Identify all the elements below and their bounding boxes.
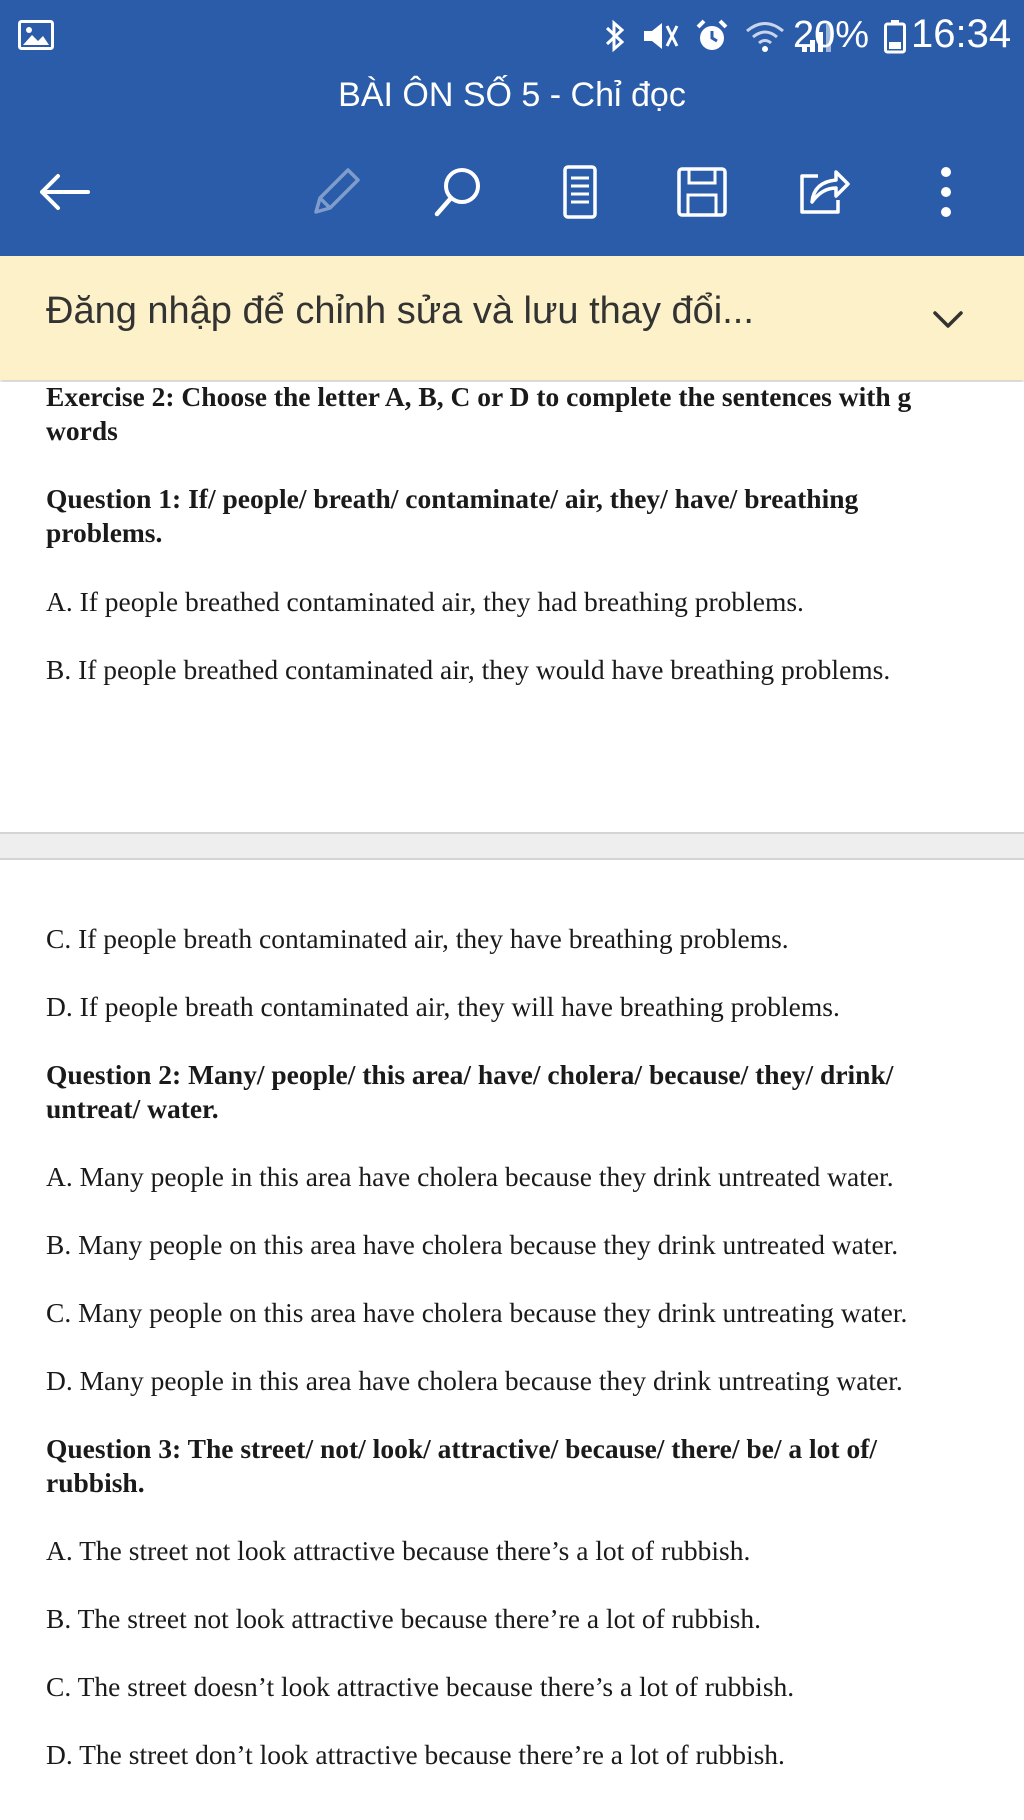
save-button[interactable] (670, 160, 734, 224)
question-2-option-b: B. Many people on this area have cholera because they drink untreated water. (46, 1229, 899, 1260)
more-options-button[interactable] (914, 160, 978, 224)
toolbar (0, 150, 1024, 230)
alarm-icon (694, 18, 730, 54)
question-2-prompt-line-2: untreat/ water. (46, 1093, 219, 1124)
status-time: 16:34 (911, 12, 1012, 56)
banner-message: Đăng nhập để chỉnh sửa và lưu thay đổi... (46, 290, 754, 332)
question-3-prompt-line-2: rubbish. (46, 1467, 145, 1498)
status-bar (0, 0, 1024, 76)
sign-in-banner[interactable] (0, 256, 1024, 380)
document-title: BÀI ÔN SỐ 5 - Chỉ đọc (338, 76, 686, 114)
back-button[interactable] (32, 160, 96, 224)
back-arrow-icon (36, 172, 92, 212)
mute-icon (640, 18, 680, 54)
edit-button[interactable] (304, 160, 368, 224)
reading-view-icon (560, 164, 600, 220)
question-1-option-b: B. If people breathed contaminated air, they would have breathing problems. (46, 654, 891, 685)
wifi-icon (744, 18, 786, 54)
question-3-option-c: C. The street doesn’t look attractive because there’s a lot of rubbish. (46, 1671, 795, 1702)
search-button[interactable] (426, 160, 490, 224)
search-icon (430, 164, 486, 220)
page-divider (0, 832, 1024, 860)
question-3-option-b: B. The street not look attractive because there’re a lot of rubbish. (46, 1603, 761, 1634)
share-icon (794, 164, 850, 220)
question-1-prompt-line-2: problems. (46, 517, 163, 548)
question-2-option-d: D. Many people in this area have cholera because they drink untreating water. (46, 1365, 903, 1396)
save-icon (674, 164, 730, 220)
more-icon (938, 164, 954, 220)
share-button[interactable] (790, 160, 854, 224)
bluetooth-icon (604, 18, 626, 54)
chevron-down-icon[interactable] (928, 300, 968, 340)
gallery-notification-icon (18, 20, 54, 50)
pencil-icon (308, 164, 364, 220)
question-1-option-a: A. If people breathed contaminated air, they had breathing problems. (46, 586, 804, 617)
document-page-2 (0, 860, 1024, 1820)
question-2-prompt-line-1: Question 2: Many/ people/ this area/ have/ cholera/ because/ they/ drink/ (46, 1059, 894, 1090)
reading-view-button[interactable] (548, 160, 612, 224)
question-3-option-d: D. The street don’t look attractive because there’re a lot of rubbish. (46, 1739, 785, 1770)
exercise-heading-line-1: Exercise 2: Choose the letter A, B, C or D to complete the sentences with g (46, 381, 912, 412)
question-1-option-d: D. If people breath contaminated air, they will have breathing problems. (46, 991, 840, 1022)
question-1-prompt-line-1: Question 1: If/ people/ breath/ contaminate/ air, they/ have/ breathing (46, 483, 859, 514)
question-3-option-a: A. The street not look attractive because there’s a lot of rubbish. (46, 1535, 751, 1566)
battery-percentage: 20% (793, 14, 870, 56)
app-header (0, 0, 1024, 256)
question-2-option-c: C. Many people on this area have cholera because they drink untreating water. (46, 1297, 908, 1328)
exercise-heading-line-2: words (46, 415, 118, 446)
battery-icon (884, 20, 906, 54)
question-2-option-a: A. Many people in this area have cholera because they drink untreated water. (46, 1161, 894, 1192)
question-3-prompt-line-1: Question 3: The street/ not/ look/ attractive/ because/ there/ be/ a lot of/ (46, 1433, 878, 1464)
document-page-1 (0, 382, 1024, 832)
question-1-option-c: C. If people breath contaminated air, they have breathing problems. (46, 923, 789, 954)
